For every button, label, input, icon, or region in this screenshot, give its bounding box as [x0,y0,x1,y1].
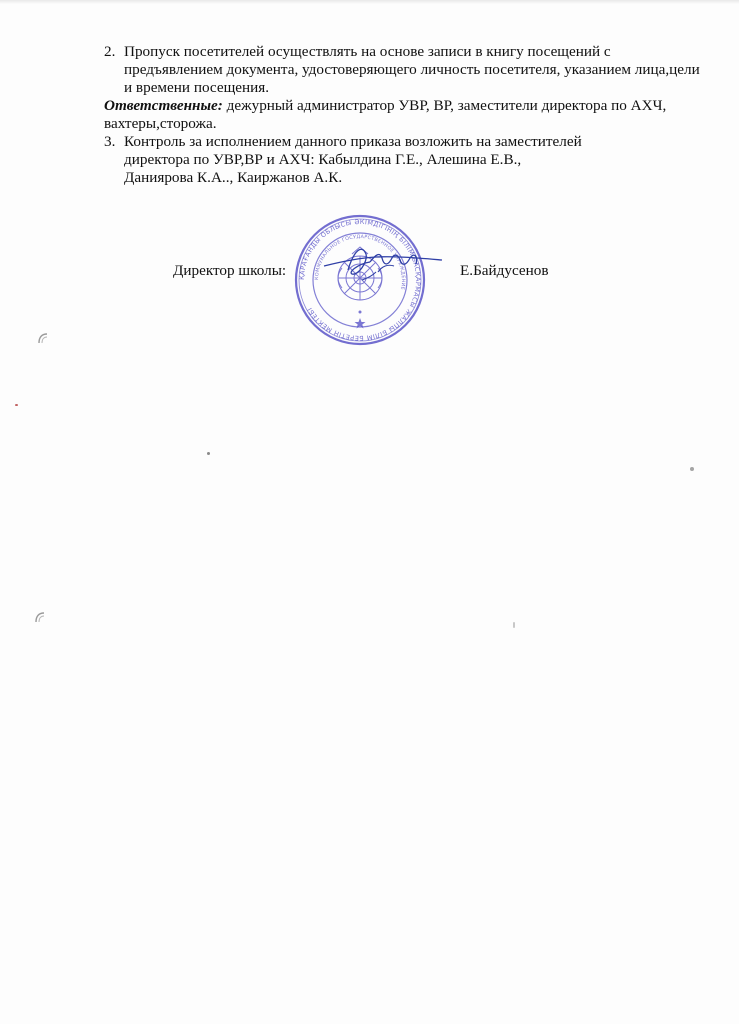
scan-speck [15,404,18,406]
handwritten-signature [318,236,448,286]
responsible-label: Ответственные: [104,97,223,114]
punch-hole-mark [33,610,47,624]
list-item-line: Даниярова К.А.., Каиржанов А.К. [124,169,343,186]
signatory-title: Директор школы: [173,262,287,279]
responsible-text: дежурный администратор УВР, ВР, заместители директора по АХЧ, вахтеры,сторожа. [104,97,667,132]
seal-outer-text: ҚАРАҒАНДЫ ОБЛЫСЫ ӘКІМДІГІНІҢ БІЛІМ БАСҚАРМАСЫ ЖАЛПЫ БІЛІМ БЕРЕТІН МЕКТЕБІ [297,217,423,343]
list-item-line: Контроль за исполнением данного приказа возложить на заместителей [124,133,582,150]
list-item-2 [104,43,704,97]
list-item-line: директора по УВР,ВР и АХЧ: Кабылдина Г.Е., Алешина Е.В., [124,151,522,168]
scan-edge [0,0,739,4]
scan-speck [207,452,210,455]
scan-speck [513,622,515,628]
order-text [104,43,704,187]
list-item-text: Пропуск посетителей осуществлять на основе записи в книгу посещений с предъявлением документа, удостоверяющего личность посетителя, указанием лица,цели и времени посещения. [124,43,700,96]
list-number: 3. [104,133,116,150]
responsible-line [104,97,704,133]
list-item-3 [104,133,704,187]
seal-inner-text: КОММУНАЛЬНОЕ ГОСУДАРСТВЕННОЕ УЧРЕЖДЕНИЕ [314,234,406,291]
punch-hole-mark [36,331,50,345]
list-number: 2. [104,43,116,60]
signatory-name: Е.Байдусенов [460,262,549,279]
scan-speck [690,467,694,471]
